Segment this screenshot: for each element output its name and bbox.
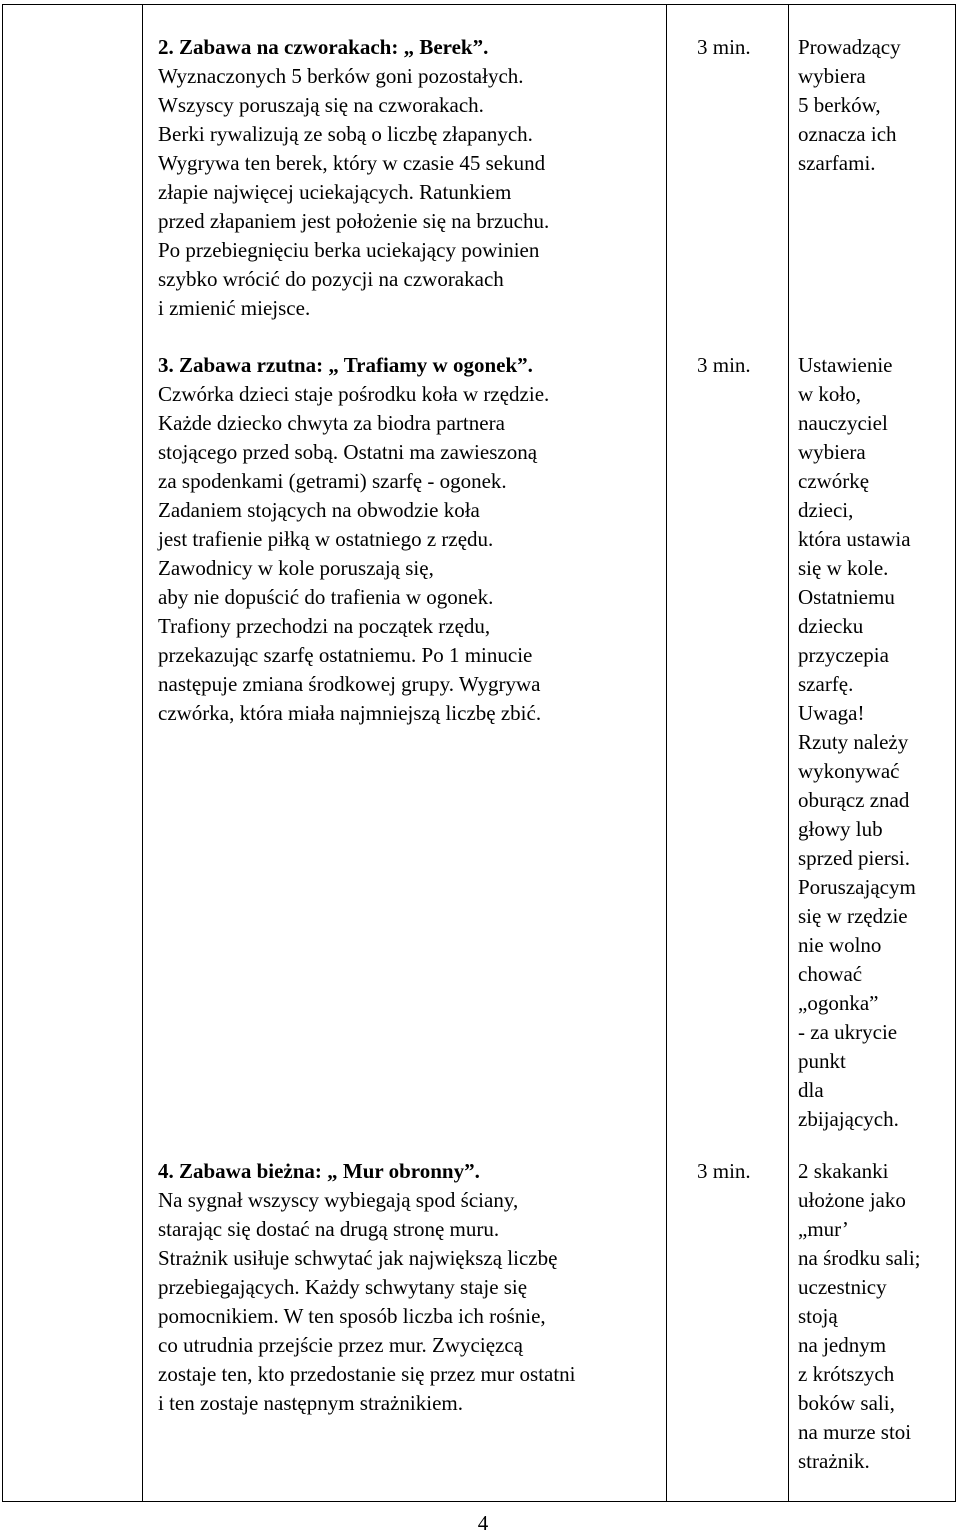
- note-line: z krótszych: [798, 1362, 895, 1386]
- note-line: głowy lub: [798, 817, 883, 841]
- note-line: „mur’: [798, 1217, 849, 1241]
- column-divider: [666, 4, 667, 1502]
- note-line: szarfę.: [798, 672, 854, 696]
- note-line: Ustawienie: [798, 353, 893, 377]
- description-line: czwórka, która miała najmniejszą liczbę zbić.: [158, 701, 542, 725]
- description-line: przed złapaniem jest położenie się na brzuchu.: [158, 209, 550, 233]
- description-line: aby nie dopuścić do trafienia w ogonek.: [158, 585, 494, 609]
- game-description: [158, 1157, 663, 1418]
- game-title: 2. Zabawa na czworakach: „ Berek”.: [158, 35, 489, 59]
- note-line: 2 skakanki: [798, 1159, 889, 1183]
- description-line: i zmienić miejsce.: [158, 296, 311, 320]
- description-line: zostaje ten, kto przedostanie się przez mur ostatni: [158, 1362, 576, 1386]
- description-line: za spodenkami (getrami) szarfę - ogonek.: [158, 469, 507, 493]
- note-line: uczestnicy: [798, 1275, 887, 1299]
- note-line: Prowadzący: [798, 35, 901, 59]
- description-line: złapie najwięcej uciekających. Ratunkiem: [158, 180, 512, 204]
- note-line: dzieci,: [798, 498, 854, 522]
- description-line: szybko wrócić do pozycji na czworakach: [158, 267, 504, 291]
- note-line: dla: [798, 1078, 824, 1102]
- duration: 3 min.: [697, 353, 751, 377]
- description-line: pomocnikiem. W ten sposób liczba ich rośnie,: [158, 1304, 546, 1328]
- note-line: Poruszającym: [798, 875, 916, 899]
- note-line: nauczyciel: [798, 411, 888, 435]
- note-line: na jednym: [798, 1333, 887, 1357]
- description-line: następuje zmiana środkowej grupy. Wygrywa: [158, 672, 541, 696]
- description-line: Wygrywa ten berek, który w czasie 45 sekund: [158, 151, 546, 175]
- description-line: jest trafienie piłką w ostatniego z rzędu.: [158, 527, 494, 551]
- description-line: i ten zostaje następnym strażnikiem.: [158, 1391, 463, 1415]
- column-divider: [142, 4, 143, 1502]
- description-line: Strażnik usiłuje schwytać jak największą liczbę: [158, 1246, 558, 1270]
- description-line: Trafiony przechodzi na początek rzędu,: [158, 614, 491, 638]
- note-line: chować: [798, 962, 863, 986]
- note-line: przyczepia: [798, 643, 889, 667]
- note-line: oznacza ich: [798, 122, 897, 146]
- description-line: stojącego przed sobą. Ostatni ma zawieszoną: [158, 440, 538, 464]
- organization-notes: [798, 1157, 953, 1476]
- description-line: Wyznaczonych 5 berków goni pozostałych.: [158, 64, 524, 88]
- note-line: na murze stoi: [798, 1420, 912, 1444]
- note-line: na środku sali;: [798, 1246, 921, 1270]
- game-title: 4. Zabawa bieżna: „ Mur obronny”.: [158, 1159, 480, 1183]
- game-description: [158, 351, 663, 728]
- note-line: dziecku: [798, 614, 864, 638]
- organization-notes: [798, 33, 953, 178]
- note-line: wybiera: [798, 64, 866, 88]
- description-line: Wszyscy poruszają się na czworakach.: [158, 93, 484, 117]
- game-description: [158, 33, 663, 323]
- description-line: Czwórka dzieci staje pośrodku koła w rzędzie.: [158, 382, 550, 406]
- game-title: 3. Zabawa rzutna: „ Trafiamy w ogonek”.: [158, 353, 533, 377]
- description-line: przebiegających. Każdy schwytany staje się: [158, 1275, 528, 1299]
- note-line: strażnik.: [798, 1449, 870, 1473]
- note-line: Ostatniemu: [798, 585, 895, 609]
- description-line: Berki rywalizują ze sobą o liczbę złapanych.: [158, 122, 533, 146]
- description-line: Na sygnał wszyscy wybiegają spod ściany,: [158, 1188, 519, 1212]
- note-line: ułożone jako: [798, 1188, 906, 1212]
- note-line: wykonywać: [798, 759, 900, 783]
- note-line: sprzed piersi.: [798, 846, 910, 870]
- note-line: stoją: [798, 1304, 838, 1328]
- note-line: - za ukrycie: [798, 1020, 898, 1044]
- note-line: oburącz znad: [798, 788, 910, 812]
- note-line: „ogonka”: [798, 991, 879, 1015]
- column-divider: [788, 4, 789, 1502]
- description-line: Zawodnicy w kole poruszają się,: [158, 556, 434, 580]
- note-line: Rzuty należy: [798, 730, 909, 754]
- note-line: która ustawia: [798, 527, 911, 551]
- description-line: Po przebiegnięciu berka uciekający powinien: [158, 238, 540, 262]
- note-line: zbijających.: [798, 1107, 899, 1131]
- note-line: się w rzędzie: [798, 904, 908, 928]
- description-line: Każde dziecko chwyta za biodra partnera: [158, 411, 505, 435]
- note-line: szarfami.: [798, 151, 876, 175]
- note-line: nie wolno: [798, 933, 882, 957]
- note-line: Uwaga!: [798, 701, 865, 725]
- duration: 3 min.: [697, 35, 751, 59]
- note-line: się w kole.: [798, 556, 889, 580]
- page-number: 4: [477, 1511, 489, 1535]
- note-line: 5 berków,: [798, 93, 881, 117]
- description-line: Zadaniem stojących na obwodzie koła: [158, 498, 480, 522]
- note-line: wybiera: [798, 440, 866, 464]
- note-line: boków sali,: [798, 1391, 895, 1415]
- note-line: w koło,: [798, 382, 861, 406]
- duration: 3 min.: [697, 1159, 751, 1183]
- description-line: przekazując szarfę ostatniemu. Po 1 minucie: [158, 643, 533, 667]
- description-line: starając się dostać na drugą stronę muru.: [158, 1217, 500, 1241]
- note-line: czwórkę: [798, 469, 870, 493]
- organization-notes: [798, 351, 953, 1134]
- note-line: punkt: [798, 1049, 846, 1073]
- description-line: co utrudnia przejście przez mur. Zwycięzcą: [158, 1333, 523, 1357]
